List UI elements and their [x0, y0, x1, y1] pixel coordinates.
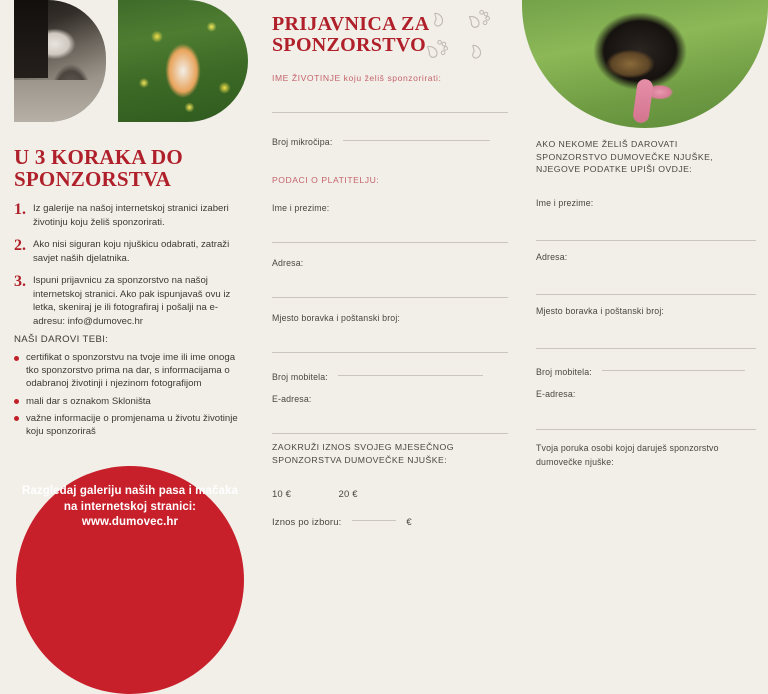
paw-print-icon	[430, 10, 450, 30]
gift-section-label: AKO NEKOME ŽELIŠ DAROVATI SPONZORSTVO DUMOVEČKE NJUŠKE, NJEGOVE PODATKE UPIŠI OVDJE:	[536, 139, 714, 174]
payer-mobile-field[interactable]	[272, 367, 508, 385]
paw-print-icon	[424, 38, 450, 64]
field-input[interactable]	[338, 375, 483, 376]
paw-decoration-group	[424, 8, 494, 70]
custom-amount-input[interactable]	[352, 520, 396, 521]
payer-address-field[interactable]	[272, 258, 508, 298]
message-label: Tvoja poruka osobi kojoj daruješ sponzorstvo dumovečke njuške:	[536, 443, 719, 467]
field-label: Adresa:	[536, 252, 568, 262]
animal-name-label: IME ŽIVOTINJE koju želiš sponzorirati:	[272, 73, 442, 83]
step-number: 2.	[14, 237, 26, 254]
field-label: Mjesto boravka i poštanski broj:	[272, 313, 401, 323]
step-number: 1.	[14, 201, 26, 218]
field-label: Broj mobitela:	[272, 372, 328, 382]
field-input[interactable]	[602, 370, 745, 371]
gift-text: certifikat o sponzorstvu na tvoje ime ili ime onoga tko sponzorstvo prima na dar, s informacijama o odabranoj životinji i njezinom fotografijom	[26, 352, 236, 390]
gift-recipient-column	[522, 0, 768, 546]
field-label: E-adresa:	[536, 389, 576, 399]
gifts-label: NAŠI DAROVI TEBI:	[14, 334, 109, 345]
microchip-label: Broj mikročipa:	[272, 137, 333, 147]
bullet-icon	[14, 399, 19, 404]
paw-print-icon	[468, 42, 488, 62]
step-text: Iz galerije na našoj internetskoj stranici izaberi životinju koju želiš sponzorirati.	[33, 203, 229, 228]
field-label: E-adresa:	[272, 394, 312, 404]
gallery-cta-text: Razgledaj galeriju naših pasa i mačaka na internetskoj stranici: www.dumovec.hr	[21, 485, 238, 528]
step-number: 3.	[14, 273, 26, 290]
field-input[interactable]	[272, 242, 508, 243]
field-input[interactable]	[536, 429, 756, 430]
payer-section-label: PODACI O PLATITELJU:	[272, 175, 380, 185]
ginger-white-cat-photo	[118, 0, 248, 122]
gift-item	[14, 412, 250, 438]
field-label: Broj mobitela:	[536, 367, 592, 377]
tabby-white-cat-photo	[14, 0, 106, 122]
custom-amount-field[interactable]	[272, 512, 412, 530]
steps-section	[14, 146, 250, 337]
gift-item	[14, 351, 250, 391]
form-title: PRIJAVNICA ZA SPONZORSTVO	[272, 13, 429, 56]
step-text: Ispuni prijavnicu za sponzorstvo na našoj internetskoj stranici. Ako pak ispunjavaš ovu iz letka, skeniraj je ili fotografiraj i pošalji na e-adresu: info@dumovec.hr	[33, 275, 231, 327]
step-item	[14, 238, 250, 265]
step-item	[14, 274, 250, 328]
recipient-mobile-field[interactable]	[536, 362, 756, 380]
amount-option-10[interactable]: 10 €	[272, 489, 292, 500]
field-input[interactable]	[272, 433, 508, 434]
gallery-cta-circle[interactable]	[16, 466, 244, 694]
field-input[interactable]	[536, 294, 756, 295]
bullet-icon	[14, 416, 19, 421]
gift-item	[14, 395, 250, 408]
gifts-section	[14, 334, 250, 442]
payer-email-field[interactable]	[272, 394, 508, 434]
field-label: Mjesto boravka i poštanski broj:	[536, 306, 665, 316]
recipient-address-field[interactable]	[536, 252, 756, 295]
recipient-city-postal-field[interactable]	[536, 306, 756, 349]
animal-name-input[interactable]	[272, 112, 508, 113]
custom-amount-currency: €	[406, 517, 412, 528]
recipient-name-field[interactable]	[536, 198, 756, 241]
amount-options	[272, 484, 358, 502]
step-text: Ako nisi siguran koju njuškicu odabrati, zatraži savjet naših djelatnika.	[33, 239, 230, 264]
step-item	[14, 202, 250, 229]
gift-text: mali dar s oznakom Skloništa	[26, 395, 151, 407]
cat-photo-group	[0, 0, 258, 133]
field-label: Ime i prezime:	[536, 198, 594, 208]
application-form-column	[258, 0, 522, 546]
field-input[interactable]	[272, 297, 508, 298]
steps-list	[14, 202, 250, 328]
recipient-email-field[interactable]	[536, 389, 756, 430]
payer-city-postal-field[interactable]	[272, 313, 508, 353]
amount-option-20[interactable]: 20 €	[338, 489, 358, 500]
microchip-field[interactable]	[272, 132, 508, 150]
field-input[interactable]	[536, 240, 756, 241]
field-label: Adresa:	[272, 258, 304, 268]
gift-text: važne informacije o promjenama u životu životinje koju sponzoriraš	[26, 412, 238, 438]
amount-section-label: ZAOKRUŽI IZNOS SVOJEG MJESEČNOG SPONZORSTVA DUMOVEČKE NJUŠKE:	[272, 442, 454, 465]
custom-amount-label: Iznos po izboru:	[272, 517, 342, 528]
microchip-input[interactable]	[343, 140, 490, 141]
paw-print-icon	[466, 8, 492, 34]
bullet-icon	[14, 356, 19, 361]
steps-title: U 3 KORAKA DO SPONZORSTVA	[14, 145, 183, 191]
black-tan-dog-photo	[522, 0, 768, 128]
field-label: Ime i prezime:	[272, 203, 330, 213]
field-input[interactable]	[272, 352, 508, 353]
field-input[interactable]	[536, 348, 756, 349]
payer-name-field[interactable]	[272, 203, 508, 243]
animal-name-field[interactable]	[272, 73, 508, 113]
left-column	[0, 0, 258, 546]
